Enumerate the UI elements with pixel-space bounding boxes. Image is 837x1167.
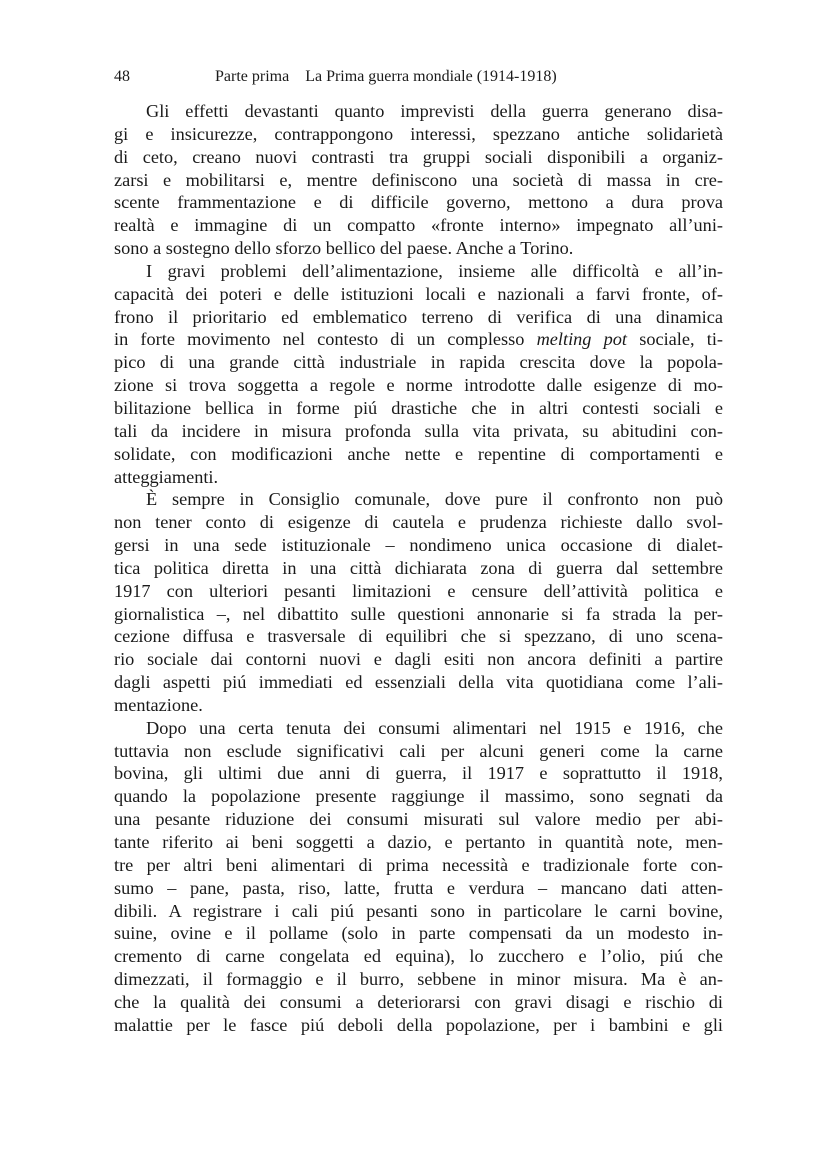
page-number: 48 bbox=[114, 68, 130, 85]
text-line-with-italic bbox=[114, 328, 723, 351]
text-line: dibili. A registrare i cali piú pesanti sono in particolare le carni bovine, bbox=[114, 900, 723, 921]
text-line: cezione diffusa e trasversale di equilibri che si spezzano, di uno scena- bbox=[114, 626, 723, 647]
text-line: giornalistica –, nel dibattito sulle questioni annonarie si fa strada la per- bbox=[114, 603, 723, 624]
text-line: tali da incidere in misura profonda sulla vita privata, su abitudini con- bbox=[114, 420, 723, 441]
text-line: tuttavia non esclude significativi cali per alcuni generi come la carne bbox=[114, 740, 723, 761]
text-line: zione si trova soggetta a regole e norme introdotte dalle esigenze di mo- bbox=[114, 375, 723, 396]
italic-phrase: melting pot bbox=[536, 329, 627, 350]
paragraph-3 bbox=[114, 488, 723, 716]
paragraph-4 bbox=[114, 717, 723, 1037]
text-line: tante riferito ai beni soggetti a dazio, e pertanto in quantità note, men- bbox=[114, 832, 723, 852]
text-line: capacità dei poteri e delle istituzioni locali e nazionali a farvi fronte, of- bbox=[114, 283, 723, 304]
text-line: scente frammentazione e di difficile governo, mettono a dura prova bbox=[114, 192, 723, 213]
text-line: non tener conto di esigenze di cautela e prudenza richieste dallo svol- bbox=[114, 512, 723, 533]
running-title: Parte prima La Prima guerra mondiale (1914-1918) bbox=[215, 68, 557, 85]
text-line: che la qualità dei consumi a deteriorarsi con gravi disagi e rischio di bbox=[114, 991, 723, 1012]
text-segment: in forte movimento nel contesto di un complesso bbox=[114, 329, 537, 350]
text-line: gersi in una sede istituzionale – nondimeno unica occasione di dialet- bbox=[114, 535, 723, 556]
text-line: cremento di carne congelata ed equina), lo zucchero e l’olio, piú che bbox=[114, 946, 723, 967]
text-line: solidate, con modificazioni anche nette e repentine di comportamenti e bbox=[114, 443, 723, 464]
running-head bbox=[114, 66, 754, 88]
text-line: una pesante riduzione dei consumi misurati sul valore medio per abi- bbox=[114, 809, 723, 830]
text-line: zarsi e mobilitarsi e, mentre definiscono una società di massa in cre- bbox=[114, 169, 723, 190]
text-line: I gravi problemi dell’alimentazione, insieme alle difficoltà e all’in- bbox=[146, 260, 723, 281]
text-line: quando la popolazione presente raggiunge il massimo, sono segnati da bbox=[114, 786, 723, 807]
text-line: tica politica diretta in una città dichiarata zona di guerra dal settembre bbox=[114, 557, 723, 578]
text-line: suine, ovine e il pollame (solo in parte compensati da un modesto in- bbox=[114, 923, 723, 944]
text-line: rio sociale dai contorni nuovi e dagli esiti non ancora definiti a partire bbox=[114, 649, 723, 670]
text-line: realtà e immagine di un compatto «fronte interno» impegnato all’uni- bbox=[114, 215, 723, 236]
text-line: gi e insicurezze, contrappongono interessi, spezzano antiche solidarietà bbox=[114, 123, 723, 144]
text-line: Dopo una certa tenuta dei consumi alimentari nel 1915 e 1916, che bbox=[146, 717, 723, 738]
text-line: frono il prioritario ed emblematico terreno di verifica di una dinamica bbox=[114, 306, 723, 327]
text-line: sono a sostegno dello sforzo bellico del paese. Anche a Torino. bbox=[114, 238, 574, 259]
text-line: dimezzati, il formaggio e il burro, sebbene in minor misura. Ma è an- bbox=[114, 969, 723, 990]
text-line: bilitazione bellica in forme piú drastiche che in altri contesti sociali e bbox=[114, 397, 723, 418]
text-line: Gli effetti devastanti quanto imprevisti della guerra generano disa- bbox=[146, 101, 723, 121]
paragraph-2 bbox=[114, 260, 723, 488]
text-line: sumo – pane, pasta, riso, latte, frutta e verdura – mancano dati atten- bbox=[114, 877, 723, 898]
text-line: È sempre in Consiglio comunale, dove pure il confronto non può bbox=[146, 489, 723, 510]
text-line: dagli aspetti piú immediati ed essenziali della vita quotidiana come l’ali- bbox=[114, 672, 723, 693]
text-line: pico di una grande città industriale in rapida crescita dove la popola- bbox=[114, 352, 723, 373]
text-line: 1917 con ulteriori pesanti limitazioni e censure dell’attività politica e bbox=[114, 580, 723, 601]
text-segment: sociale, ti- bbox=[627, 329, 723, 350]
text-line: tre per altri beni alimentari di prima necessità e tradizionale forte con- bbox=[114, 854, 723, 875]
paragraph-1 bbox=[114, 100, 723, 260]
text-line: atteggiamenti. bbox=[114, 466, 219, 487]
text-line: mentazione. bbox=[114, 694, 203, 715]
text-line: bovina, gli ultimi due anni di guerra, il 1917 e soprattutto il 1918, bbox=[114, 763, 723, 784]
text-line: di ceto, creano nuovi contrasti tra gruppi sociali disponibili a organiz- bbox=[114, 146, 723, 167]
text-line: malattie per le fasce piú deboli della popolazione, per i bambini e gli bbox=[114, 1014, 723, 1035]
body-text bbox=[114, 100, 723, 1037]
